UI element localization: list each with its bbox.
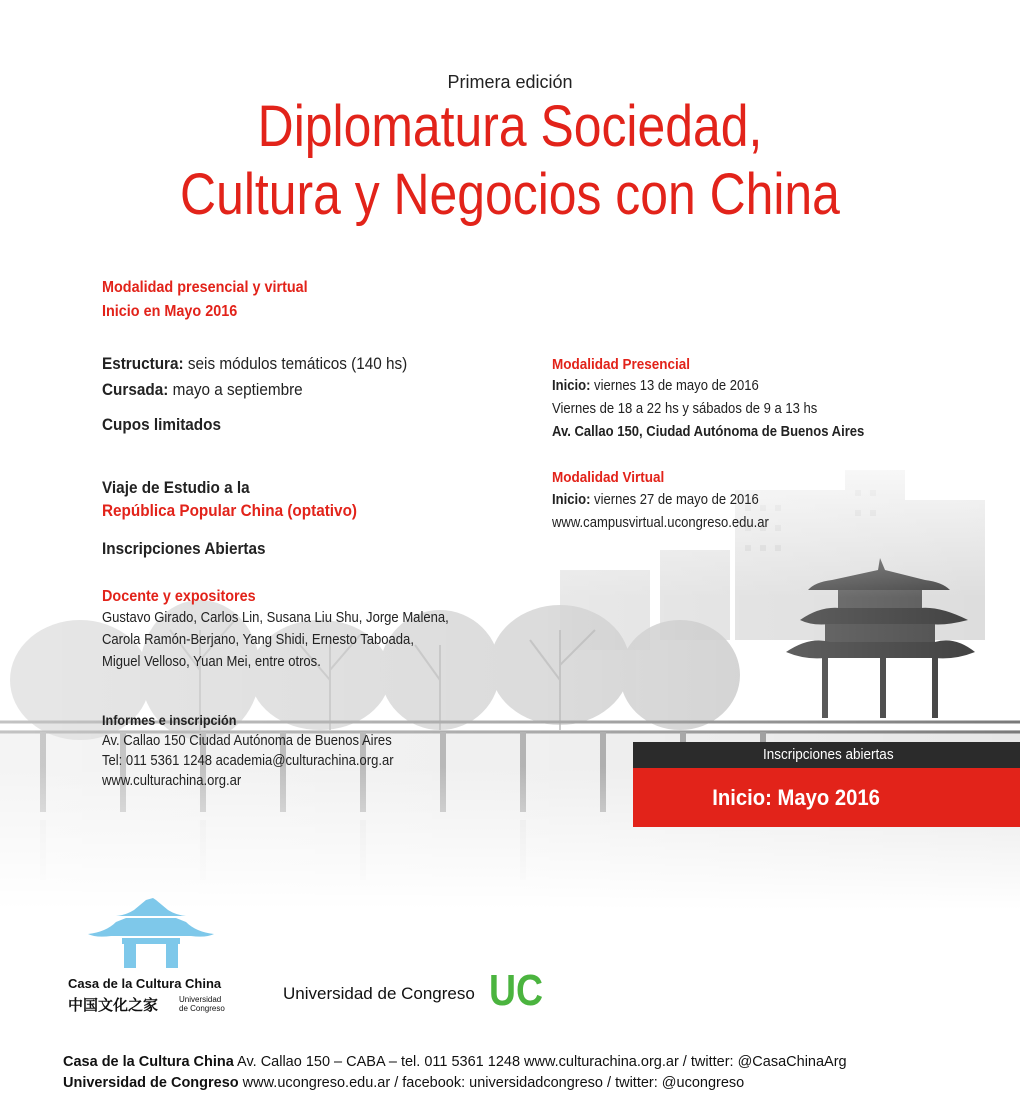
- footer-uc-info: www.ucongreso.edu.ar / facebook: universidadcongreso / twitter: @ucongreso: [238, 1075, 745, 1091]
- presencial-inicio: [552, 378, 759, 394]
- footer-casa-label: Casa de la Cultura China: [63, 1054, 234, 1070]
- inscripciones-abiertas: Inscripciones Abiertas: [102, 539, 266, 558]
- presencial-inicio-label: Inicio:: [552, 378, 591, 394]
- docentes-line: Gustavo Girado, Carlos Lin, Susana Liu Shu, Jorge Malena,: [102, 610, 449, 626]
- informes-web: www.culturachina.org.ar: [102, 773, 242, 789]
- virtual-heading: Modalidad Virtual: [552, 469, 665, 486]
- universidad-congreso-logo: [283, 968, 573, 1018]
- docentes-heading: Docente y expositores: [102, 588, 256, 605]
- estructura-line: [102, 354, 407, 374]
- casa-sub-line: de Congreso: [179, 1004, 225, 1013]
- casa-name: Casa de la Cultura China: [68, 976, 222, 991]
- docentes-line: Carola Ramón-Berjano, Yang Shidi, Ernesto Taboada,: [102, 632, 414, 648]
- intro-modalidad: Modalidad presencial y virtual: [102, 279, 308, 296]
- informes-address: Av. Callao 150 Ciudad Autónoma de Buenos Aires: [102, 733, 392, 749]
- inscripciones-badge-text: Inscripciones abiertas: [762, 746, 894, 763]
- uc-mark: UC: [489, 966, 544, 1015]
- virtual-inicio-value: viernes 27 de mayo de 2016: [594, 492, 759, 508]
- cursada-value: mayo a septiembre: [172, 380, 303, 399]
- uc-name: Universidad de Congreso: [283, 984, 475, 1003]
- docentes-line: Miguel Velloso, Yuan Mei, entre otros.: [102, 654, 321, 670]
- estructura-value: seis módulos temáticos (140 hs): [187, 354, 408, 373]
- title-line-1: Diplomatura Sociedad,: [257, 94, 763, 159]
- pagoda-icon: [86, 888, 216, 968]
- informes-heading: Informes e inscripción: [102, 712, 237, 728]
- footer-uc-label: Universidad de Congreso: [63, 1075, 239, 1091]
- docentes-list: [102, 607, 449, 673]
- presencial-address: Av. Callao 150, Ciudad Autónoma de Buenos Aires: [552, 424, 865, 440]
- virtual-web: www.campusvirtual.ucongreso.edu.ar: [552, 515, 769, 531]
- informes-tel: Tel: 011 5361 1248 academia@culturachina.org.ar: [102, 753, 394, 769]
- supertitle: Primera edición: [447, 72, 573, 92]
- estructura-label: Estructura:: [102, 354, 184, 373]
- footer-line-1: [63, 1052, 847, 1073]
- virtual-inicio-label: Inicio:: [552, 492, 591, 508]
- footer-casa-info: Av. Callao 150 – CABA – tel. 011 5361 1248 www.culturachina.org.ar / twitter: @CasaChinaArg: [233, 1054, 847, 1070]
- cursada-label: Cursada:: [102, 380, 169, 399]
- presencial-heading: Modalidad Presencial: [552, 356, 691, 373]
- cursada-line: [102, 380, 303, 400]
- inicio-badge: [633, 768, 1020, 827]
- presencial-inicio-value: viernes 13 de mayo de 2016: [594, 378, 759, 394]
- cupos-limitados: Cupos limitados: [102, 415, 222, 434]
- casa-cultura-china-logo: [68, 888, 248, 1018]
- inicio-badge-text: Inicio: Mayo 2016: [712, 785, 881, 810]
- presencial-schedule: Viernes de 18 a 22 hs y sábados de 9 a 13 hs: [552, 401, 818, 417]
- virtual-inicio: [552, 492, 759, 508]
- casa-chinese: 中国文化之家: [68, 996, 159, 1014]
- footer: [63, 1052, 847, 1094]
- inscripciones-badge: [633, 742, 1020, 768]
- casa-sub: [179, 995, 225, 1013]
- informes-block: [102, 731, 394, 791]
- title-line-2: Cultura y Negocios con China: [180, 162, 840, 227]
- intro-inicio: Inicio en Mayo 2016: [102, 303, 238, 320]
- casa-sub-line: Universidad: [179, 995, 222, 1004]
- footer-line-2: [63, 1073, 847, 1094]
- viaje-line-1: Viaje de Estudio a la: [102, 478, 250, 497]
- viaje-line-2: República Popular China (optativo): [102, 501, 358, 520]
